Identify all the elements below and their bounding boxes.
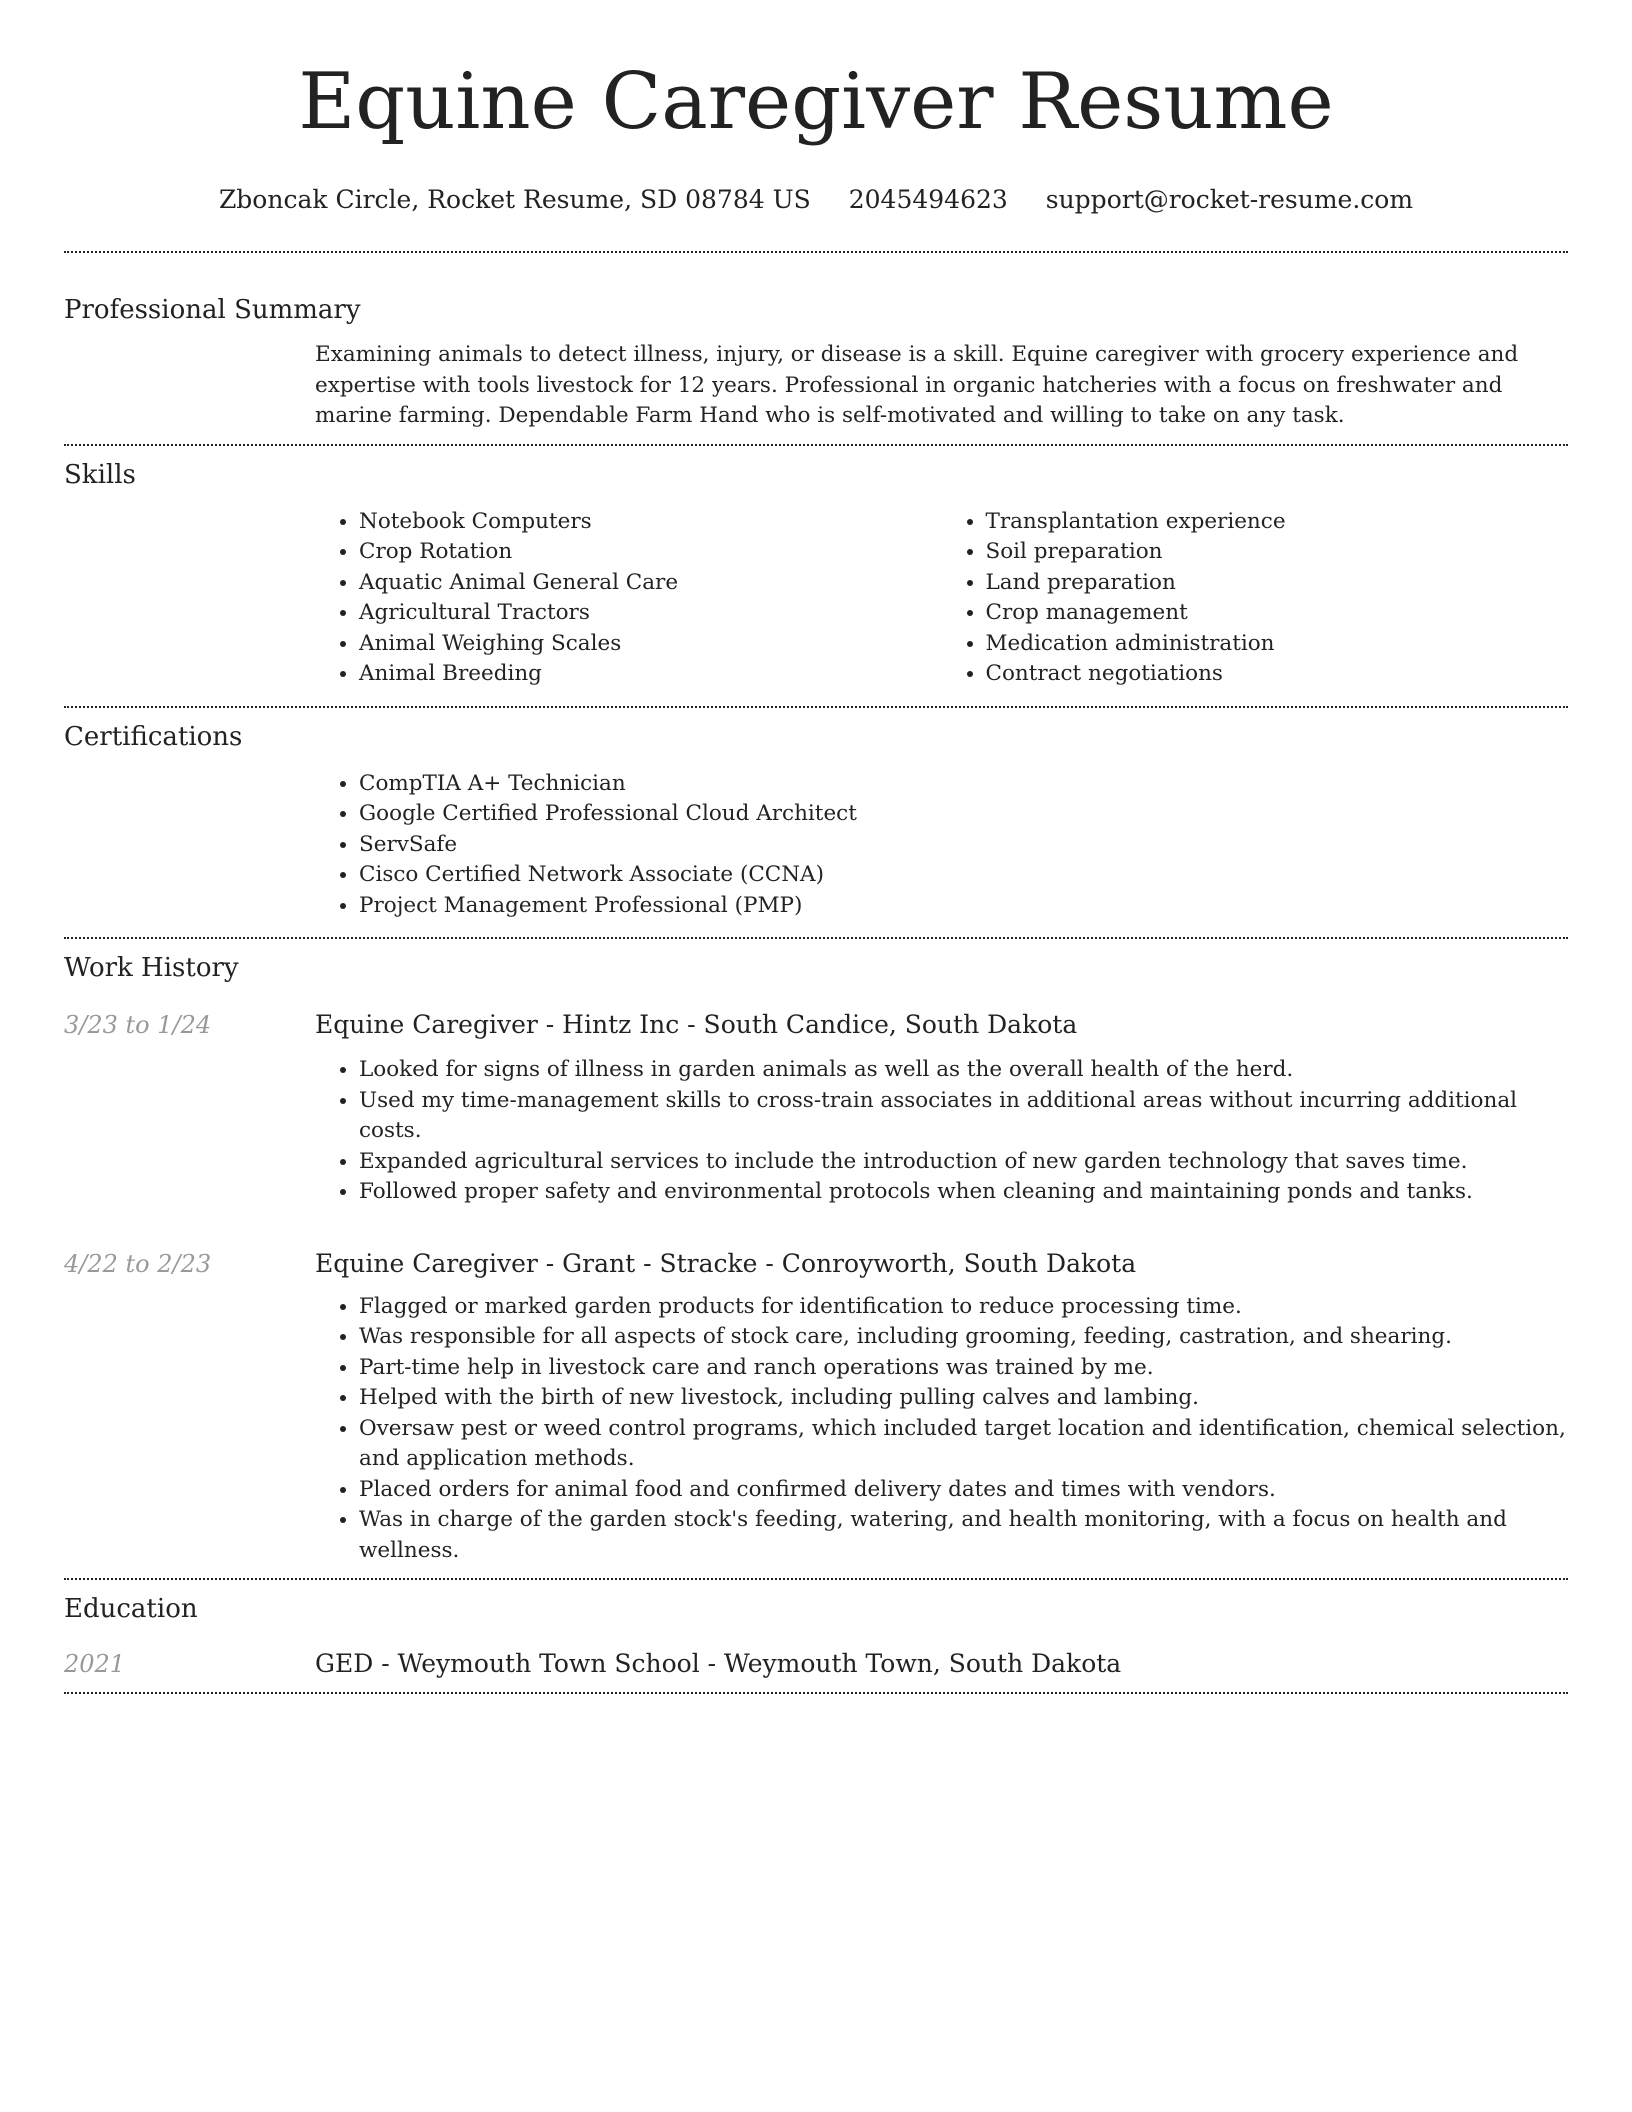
skill-item: • Agricultural Tractors xyxy=(359,598,942,629)
certifications-list xyxy=(315,769,1568,922)
skill-item: • Contract negotiations xyxy=(986,659,1569,690)
job-heading: Equine Caregiver - Hintz Inc - South Candice, South Dakota xyxy=(315,1010,1078,1039)
certification-item: • CompTIA A+ Technician xyxy=(359,769,1568,800)
job-bullet: • Followed proper safety and environmental protocols when cleaning and maintaining ponds and tanks. xyxy=(359,1177,1568,1208)
contact-phone: 2045494623 xyxy=(848,185,1008,214)
job-bullet: • Expanded agricultural services to include the introduction of new garden technology that saves time. xyxy=(359,1147,1568,1178)
skills-list-left xyxy=(315,507,942,690)
education-entry xyxy=(64,1648,1568,1680)
section-title-certifications: Certifications xyxy=(64,721,243,752)
job-bullet: • Helped with the birth of new livestock, including pulling calves and lambing. xyxy=(359,1383,1568,1414)
job-bullet: • Part-time help in livestock care and ranch operations was trained by me. xyxy=(359,1353,1568,1384)
resume-title: Equine Caregiver Resume xyxy=(298,57,1334,147)
summary-section xyxy=(64,253,1568,444)
skill-item: • Animal Weighing Scales xyxy=(359,629,942,660)
summary-text: Examining animals to detect illness, injury, or disease is a skill. Equine caregiver with grocery experience and expertise with tools livestock for 12 years. Professional in organic hatcheries with a focus on freshwater and marine farming. Dependable Farm Hand who is self-motivated and willing to take on any task. xyxy=(315,342,1519,428)
certifications-content xyxy=(315,769,1568,922)
skill-item: • Soil preparation xyxy=(986,537,1569,568)
certification-item: • ServSafe xyxy=(359,830,1568,861)
job-bullet: • Flagged or marked garden products for identification to reduce processing time. xyxy=(359,1292,1568,1323)
section-title-skills: Skills xyxy=(64,459,136,490)
job-bullet: • Used my time-management skills to cross-train associates in additional areas without incurring additional costs. xyxy=(359,1086,1568,1147)
job-bullet: • Was in charge of the garden stock's feeding, watering, and health monitoring, with a focus on health and wellness. xyxy=(359,1505,1568,1566)
job-bullets xyxy=(315,1292,1568,1567)
skill-item: • Crop Rotation xyxy=(359,537,942,568)
contact-email: support@rocket-resume.com xyxy=(1045,185,1414,214)
skills-list-right xyxy=(942,507,1569,690)
work-history-section xyxy=(64,939,1568,1578)
job-entry xyxy=(64,1009,1568,1208)
skill-item: • Animal Breeding xyxy=(359,659,942,690)
contact-line xyxy=(64,184,1568,216)
skill-item: • Land preparation xyxy=(986,568,1569,599)
section-title-work: Work History xyxy=(64,953,239,983)
education-body xyxy=(315,1648,1568,1680)
section-title-education: Education xyxy=(64,1594,198,1624)
skill-item: • Crop management xyxy=(986,598,1569,629)
job-dates: 4/22 to 2/23 xyxy=(64,1249,212,1278)
job-bullet: • Looked for signs of illness in garden animals as well as the overall health of the herd. xyxy=(359,1055,1568,1086)
job-heading: Equine Caregiver - Grant - Stracke - Conroyworth, South Dakota xyxy=(315,1248,1137,1278)
job-entry xyxy=(64,1248,1568,1567)
skill-item: • Aquatic Animal General Care xyxy=(359,568,942,599)
education-detail: GED - Weymouth Town School - Weymouth Town, South Dakota xyxy=(315,1649,1122,1678)
job-bullets xyxy=(315,1055,1568,1208)
divider xyxy=(64,1692,1568,1694)
skill-item: • Medication administration xyxy=(986,629,1569,660)
job-body xyxy=(315,1248,1568,1567)
job-bullet: • Placed orders for animal food and confirmed delivery dates and times with vendors. xyxy=(359,1475,1568,1506)
job-body xyxy=(315,1009,1568,1208)
certification-item: • Cisco Certified Network Associate (CCNA) xyxy=(359,860,1568,891)
skills-section xyxy=(64,446,1568,706)
skill-item: • Notebook Computers xyxy=(359,507,942,538)
certification-item: • Google Certified Professional Cloud Architect xyxy=(359,799,1568,830)
education-year: 2021 xyxy=(64,1650,126,1678)
section-title-summary: Professional Summary xyxy=(64,295,361,325)
education-section xyxy=(64,1580,1568,1692)
skill-item: • Transplantation experience xyxy=(986,507,1569,538)
job-bullet: • Oversaw pest or weed control programs, which included target location and identification, chemical selection, and application methods. xyxy=(359,1414,1568,1475)
job-bullet: • Was responsible for all aspects of stock care, including grooming, feeding, castration, and shearing. xyxy=(359,1322,1568,1353)
skills-grid xyxy=(315,507,1568,690)
certifications-section xyxy=(64,708,1568,938)
contact-address: Zboncak Circle, Rocket Resume, SD 08784 US xyxy=(218,185,811,214)
job-dates: 3/23 to 1/24 xyxy=(64,1011,212,1039)
certification-item: • Project Management Professional (PMP) xyxy=(359,891,1568,922)
